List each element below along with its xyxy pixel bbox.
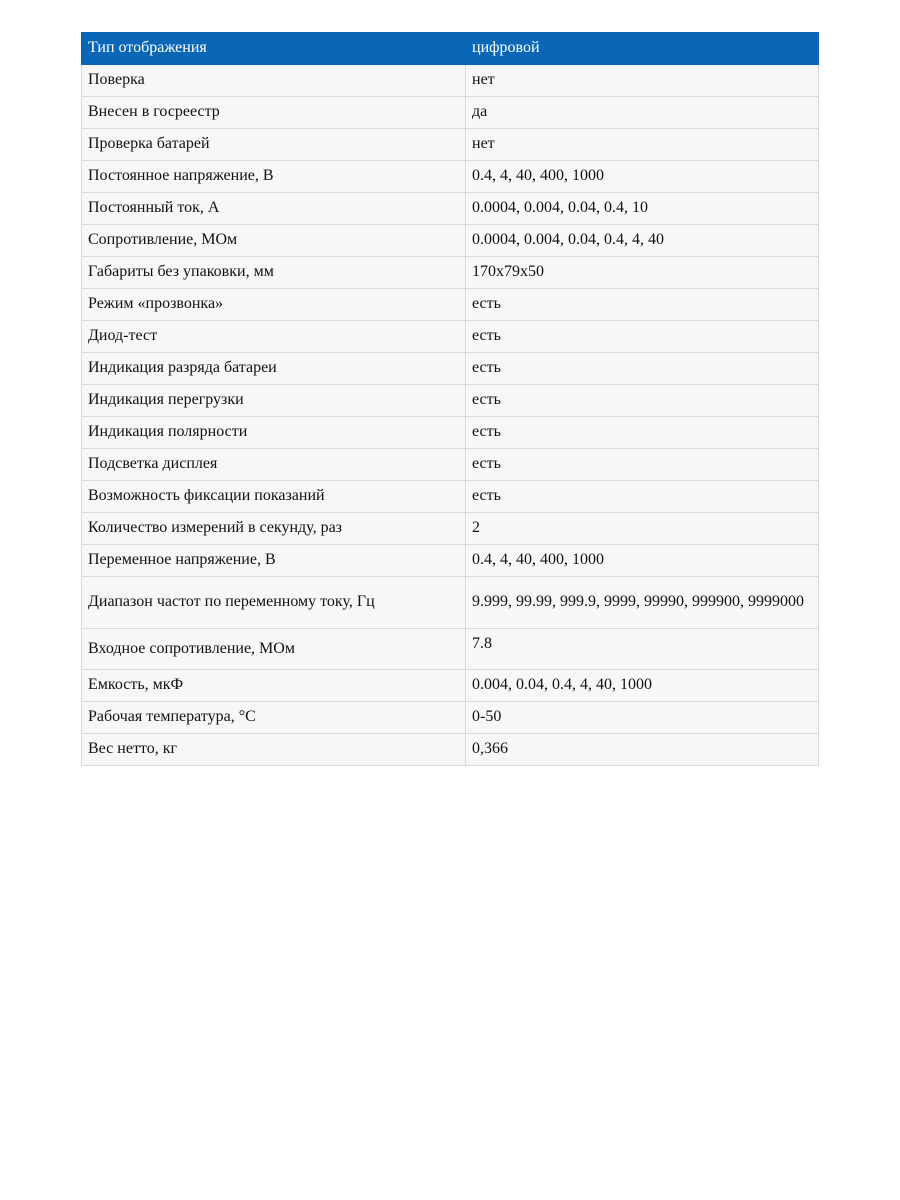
row-label: Габариты без упаковки, мм [82, 257, 466, 289]
row-label: Входное сопротивление, МОм [82, 629, 466, 670]
row-value: 0-50 [466, 702, 819, 734]
row-label: Диапазон частот по переменному току, Гц [82, 577, 466, 629]
table-row [82, 417, 819, 449]
row-value: нет [466, 129, 819, 161]
row-value: 0.4, 4, 40, 400, 1000 [466, 545, 819, 577]
table-row [82, 449, 819, 481]
table-row [82, 129, 819, 161]
row-value: да [466, 97, 819, 129]
table-row [82, 65, 819, 97]
table-row [82, 513, 819, 545]
row-label: Емкость, мкФ [82, 670, 466, 702]
table-row [82, 385, 819, 417]
row-value: 0.0004, 0.004, 0.04, 0.4, 4, 40 [466, 225, 819, 257]
row-value: 2 [466, 513, 819, 545]
row-value: есть [466, 481, 819, 513]
row-label: Рабочая температура, °С [82, 702, 466, 734]
table-row [82, 481, 819, 513]
row-value: есть [466, 353, 819, 385]
row-label: Внесен в госреестр [82, 97, 466, 129]
row-label: Индикация полярности [82, 417, 466, 449]
row-value: 170x79x50 [466, 257, 819, 289]
row-value: 0.4, 4, 40, 400, 1000 [466, 161, 819, 193]
row-value: есть [466, 417, 819, 449]
table-row [82, 97, 819, 129]
table-row [82, 321, 819, 353]
row-label: Диод-тест [82, 321, 466, 353]
row-label: Поверка [82, 65, 466, 97]
header-label: Тип отображения [82, 33, 466, 65]
table-row [82, 577, 819, 629]
table-row [82, 702, 819, 734]
row-value: есть [466, 449, 819, 481]
table-row [82, 734, 819, 766]
row-value: 0.004, 0.04, 0.4, 4, 40, 1000 [466, 670, 819, 702]
table-header-row [82, 33, 819, 65]
table-row [82, 353, 819, 385]
row-label: Индикация разряда батареи [82, 353, 466, 385]
row-label: Вес нетто, кг [82, 734, 466, 766]
table-row [82, 225, 819, 257]
row-value: есть [466, 289, 819, 321]
table-row [82, 545, 819, 577]
row-value: есть [466, 385, 819, 417]
row-label: Переменное напряжение, В [82, 545, 466, 577]
table-row [82, 289, 819, 321]
row-label: Подсветка дисплея [82, 449, 466, 481]
row-label: Сопротивление, МОм [82, 225, 466, 257]
row-value: 0,366 [466, 734, 819, 766]
table-row [82, 193, 819, 225]
table-row [82, 629, 819, 670]
row-label: Режим «прозвонка» [82, 289, 466, 321]
table-row [82, 670, 819, 702]
row-value: 7.8 [466, 629, 819, 670]
row-value: 9.999, 99.99, 999.9, 9999, 99990, 999900, 9999000 [466, 577, 819, 629]
row-label: Индикация перегрузки [82, 385, 466, 417]
table-row [82, 257, 819, 289]
row-label: Проверка батарей [82, 129, 466, 161]
row-value: есть [466, 321, 819, 353]
table-row [82, 161, 819, 193]
spec-table [81, 32, 819, 766]
row-value: 0.0004, 0.004, 0.04, 0.4, 10 [466, 193, 819, 225]
row-label: Постоянный ток, А [82, 193, 466, 225]
row-label: Возможность фиксации показаний [82, 481, 466, 513]
row-label: Постоянное напряжение, В [82, 161, 466, 193]
row-label: Количество измерений в секунду, раз [82, 513, 466, 545]
row-value: нет [466, 65, 819, 97]
header-value: цифровой [466, 33, 819, 65]
